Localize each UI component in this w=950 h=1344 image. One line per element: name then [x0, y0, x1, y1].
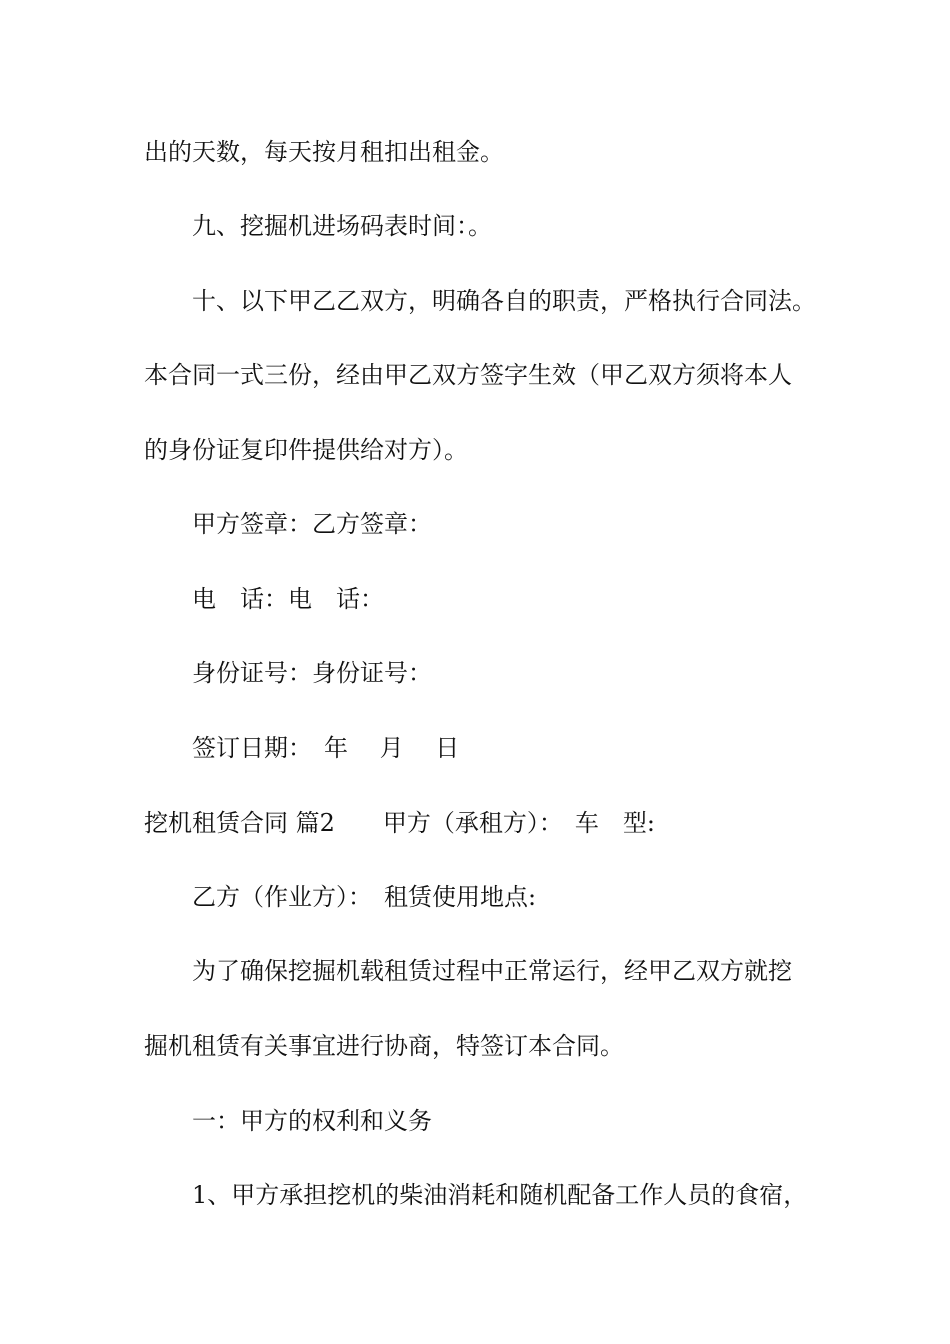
paragraph-line: 为了确保挖掘机载租赁过程中正常运行，经甲乙双方就挖 [192, 957, 792, 985]
paragraph-line: 的身份证复印件提供给对方）。 [144, 436, 468, 464]
paragraph-line: 出的天数，每天按月租扣出租金。 [144, 138, 504, 166]
paragraph-line: 十、以下甲乙乙双方，明确各自的职责，严格执行合同法。 [192, 287, 816, 315]
paragraph-line: 九、挖掘机进场码表时间：。 [192, 212, 492, 240]
signature-line: 甲方签章：乙方签章： [192, 510, 432, 538]
paragraph-line: 本合同一式三份，经由甲乙双方签字生效（甲乙双方须将本人 [144, 361, 792, 389]
paragraph-line: 掘机租赁有关事宜进行协商，特签订本合同。 [144, 1032, 624, 1060]
phone-line: 电 话：电 话： [192, 585, 384, 613]
id-number-line: 身份证号：身份证号： [192, 659, 432, 687]
party-a-field: 甲方（承租方）： 车 型: [382, 809, 655, 837]
section-title: 挖机租赁合同 篇2 [144, 809, 335, 837]
paragraph-line: 1、甲方承担挖机的柴油消耗和随机配备工作人员的食宿， [192, 1181, 808, 1209]
subsection-heading: 一：甲方的权利和义务 [192, 1107, 432, 1135]
sign-date-line: 签订日期： 年 月 日 [192, 734, 460, 762]
section-heading-line [144, 808, 655, 838]
party-b-field: 乙方（作业方）： 租赁使用地点: [192, 883, 537, 911]
